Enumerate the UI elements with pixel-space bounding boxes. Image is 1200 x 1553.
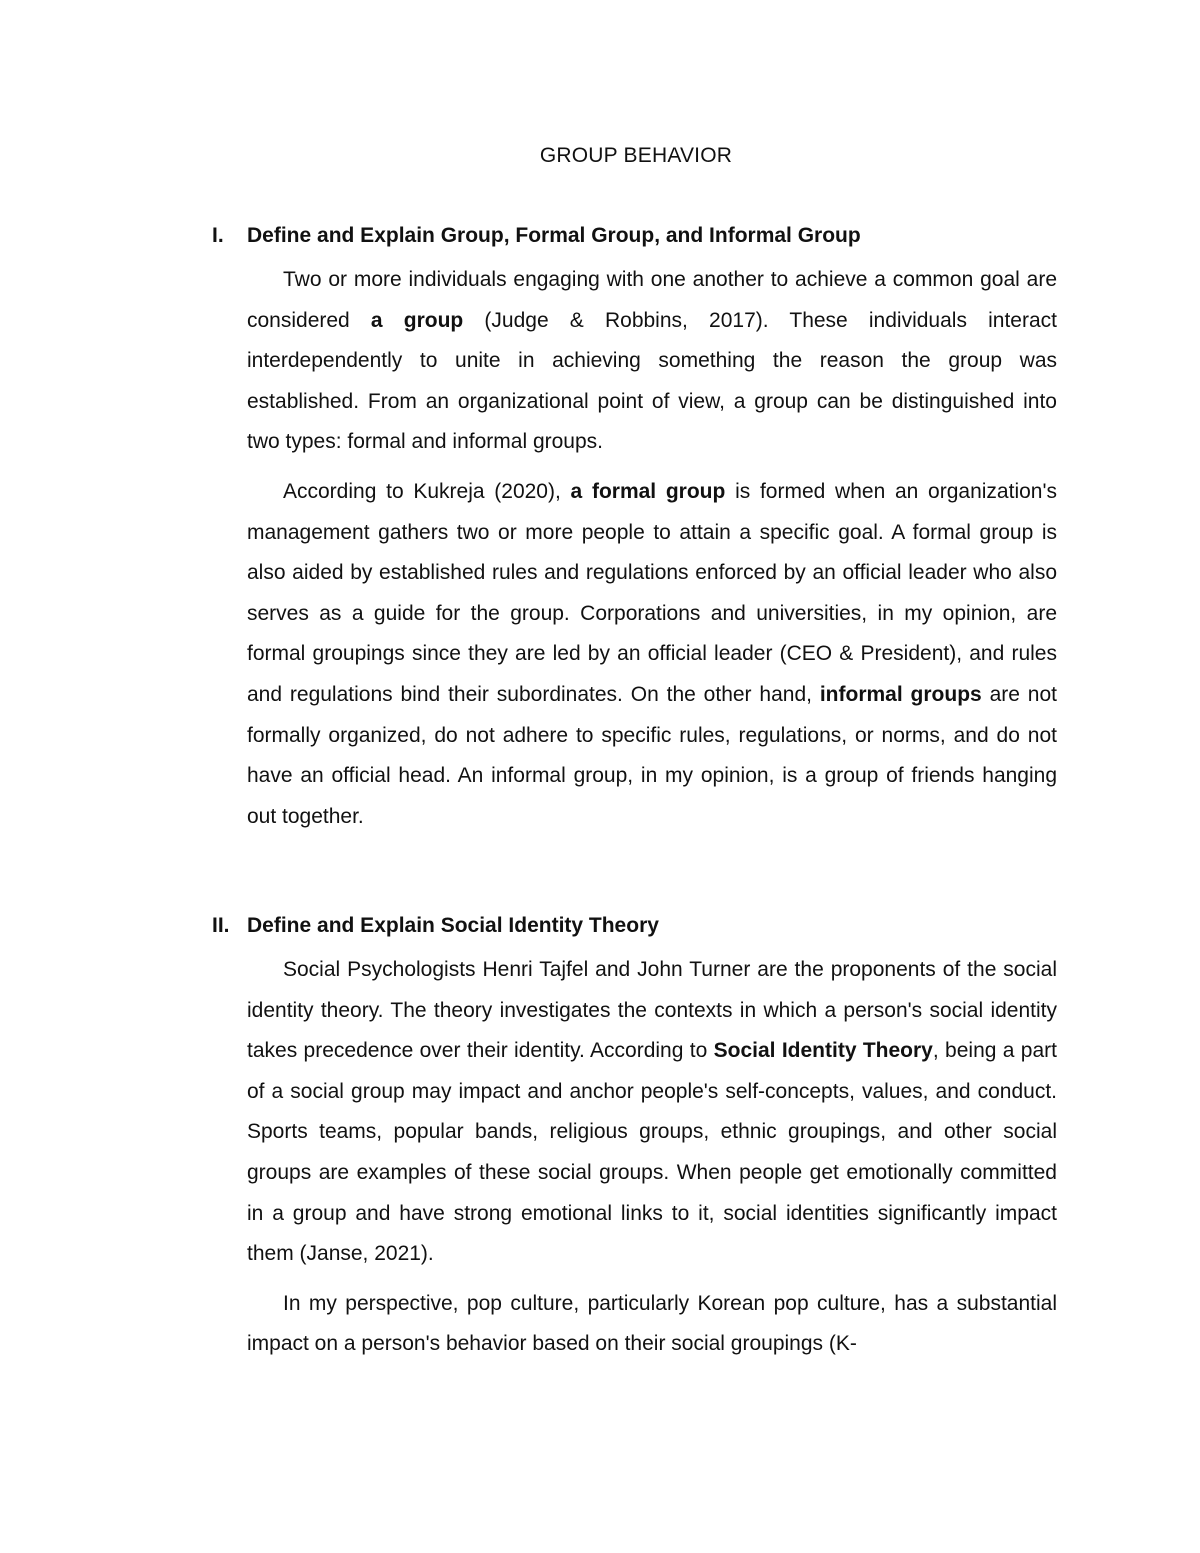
text-run: According to Kukreja (2020), [283,479,571,503]
text-run: Two or more individuals engaging with one another to achieve a common goal are considered [247,268,1057,332]
section-1-paragraph-1 [247,260,1057,463]
bold-term-informal-groups: informal groups [819,682,982,706]
text-run: (Judge & Robbins, 2017). These individuals interact interdependently to unite in achieving something the reason the group was established. From an organizational point of view, a group can be distinguished into two types: formal and informal groups. [247,308,1057,454]
section-2-paragraph-2 [247,1284,1057,1365]
section-2-paragraph-1 [247,950,1057,1275]
section-1-number: I. [212,224,224,247]
bold-term-group: a group [370,308,464,332]
text-run: are not formally organized, do not adhere to specific rules, regulations, or norms, and do not have an official head. An informal group, in my opinion, is a group of friends hanging out together. [247,682,1057,828]
section-1-paragraph-2 [247,472,1057,837]
section-2-heading [212,910,1057,942]
section-2 [212,910,1057,1365]
section-2-number: II. [212,914,230,937]
document-title: GROUP BEHAVIOR [539,144,733,167]
text-run: is formed when an organization's management gathers two or more people to attain a specific goal. A formal group is also aided by established rules and regulations enforced by an official leader who also serves as a guide for the group. Corporations and universities, in my opinion, are formal groupings since they are led by an official leader (CEO & President), and rules and regulations bind their subordinates. On the other hand, [247,479,1057,706]
section-2-heading-text: Define and Explain Social Identity Theory [247,914,659,937]
bold-term-social-identity-theory: Social Identity Theory [713,1039,933,1063]
section-1-heading-text: Define and Explain Group, Formal Group, and Informal Group [247,224,861,247]
text-run: Social Psychologists Henri Tajfel and John Turner are the proponents of the social identity theory. The theory investigates the contexts in which a person's social identity takes precedence over their identity. According to [247,958,1057,1063]
section-1-heading [212,220,1057,252]
text-run: , being a part of a social group may impact and anchor people's self-concepts, values, and conduct. Sports teams, popular bands, religious groups, ethnic groupings, and other social groups are examples of these social groups. When people get emotionally committed in a group and have strong emotional links to it, social identities significantly impact them (Janse, 2021). [247,1039,1057,1266]
text-run: In my perspective, pop culture, particularly Korean pop culture, has a substantial impact on a person's behavior based on their social groupings (K- [247,1291,1057,1356]
section-1 [212,220,1057,837]
bold-term-formal-group: a formal group [570,479,726,503]
